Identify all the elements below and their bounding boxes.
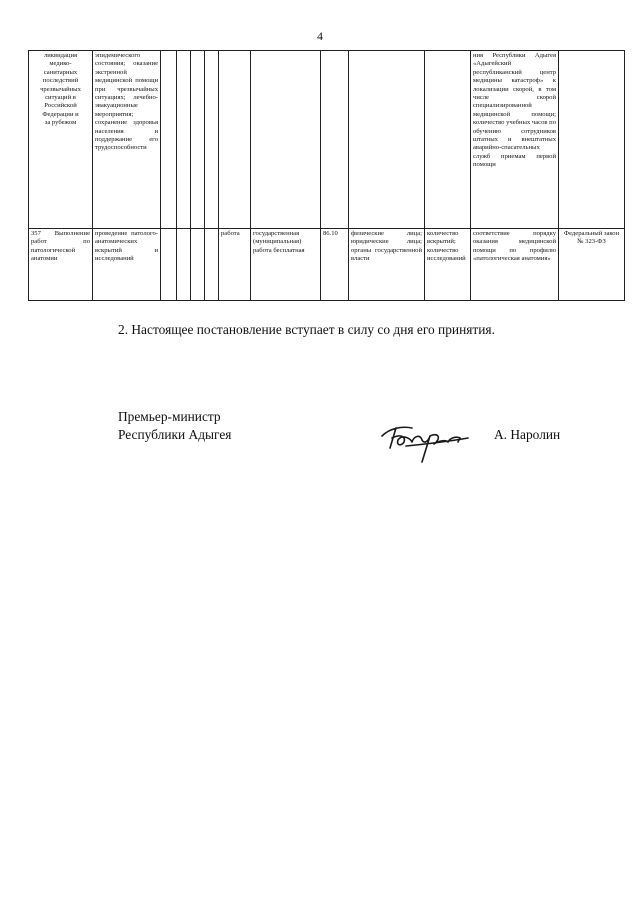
table-cell	[559, 51, 625, 229]
table-cell	[191, 51, 205, 229]
cell-consumers: физические лица; юридические лица; органы государственной власти	[349, 229, 425, 301]
cell-type: работа	[219, 229, 251, 301]
cell-service-name: ликвидация медико- санитарных последствий чрезвычайных ситуаций в Российской Федерации и за рубежом	[29, 51, 93, 229]
signer-title	[118, 408, 231, 444]
cell-service-name: 357 Выполнение работ по патологической анатомии	[29, 229, 93, 301]
clause-text: 2. Настоящее постановление вступает в силу со дня его принятия.	[118, 322, 495, 337]
cell-volume-indicators: ния Республики Адыгея «Адыгейский республиканский центр медицины катастроф» к локализации скорой, в том числе скорой специализированной медицинской помощи; количество учебных часов по обучению сотрудников штатных и внештатных аварийно-спасательных служб приемам первой помощи	[471, 51, 559, 229]
table-cell	[205, 51, 219, 229]
signer-name: А. Наролин	[494, 427, 561, 442]
page-number: 4	[317, 29, 323, 43]
cell-service-content: эпидемического состояния; оказание экстренной медицинской помощи при чрезвычайных ситуациях; лечебно-эвакуационные мероприятия; сохранение здоровья населения и поддержание его трудоспособности	[93, 51, 161, 229]
table-cell	[251, 51, 321, 229]
services-table	[28, 50, 625, 301]
signer-title-line: Премьер-министр	[118, 409, 221, 424]
cell-volume-indicators: количество вскрытий; количество исследований	[425, 229, 471, 301]
cell-okved: 86.10	[321, 229, 349, 301]
table-cell	[161, 229, 177, 301]
table-cell	[161, 51, 177, 229]
signer-title-line: Республики Адыгея	[118, 427, 232, 442]
table-cell	[191, 229, 205, 301]
table-row	[29, 51, 625, 229]
signature-image	[376, 414, 472, 470]
table-cell	[177, 51, 191, 229]
table-cell	[425, 51, 471, 229]
table-cell	[177, 229, 191, 301]
cell-service-content: проведение патолого-анатомических вскрытий и исследований	[93, 229, 161, 301]
table-cell	[321, 51, 349, 229]
table-cell	[349, 51, 425, 229]
table-cell	[205, 229, 219, 301]
cell-quality-indicators: соответствие порядку оказания медицинской помощи по профилю «патологическая анатомия»	[471, 229, 559, 301]
table-row	[29, 229, 625, 301]
table-cell	[219, 51, 251, 229]
cell-legal-basis: Федеральный закон № 323-ФЗ	[559, 229, 625, 301]
cell-payment: государственная (муниципальная) работа бесплатная	[251, 229, 321, 301]
